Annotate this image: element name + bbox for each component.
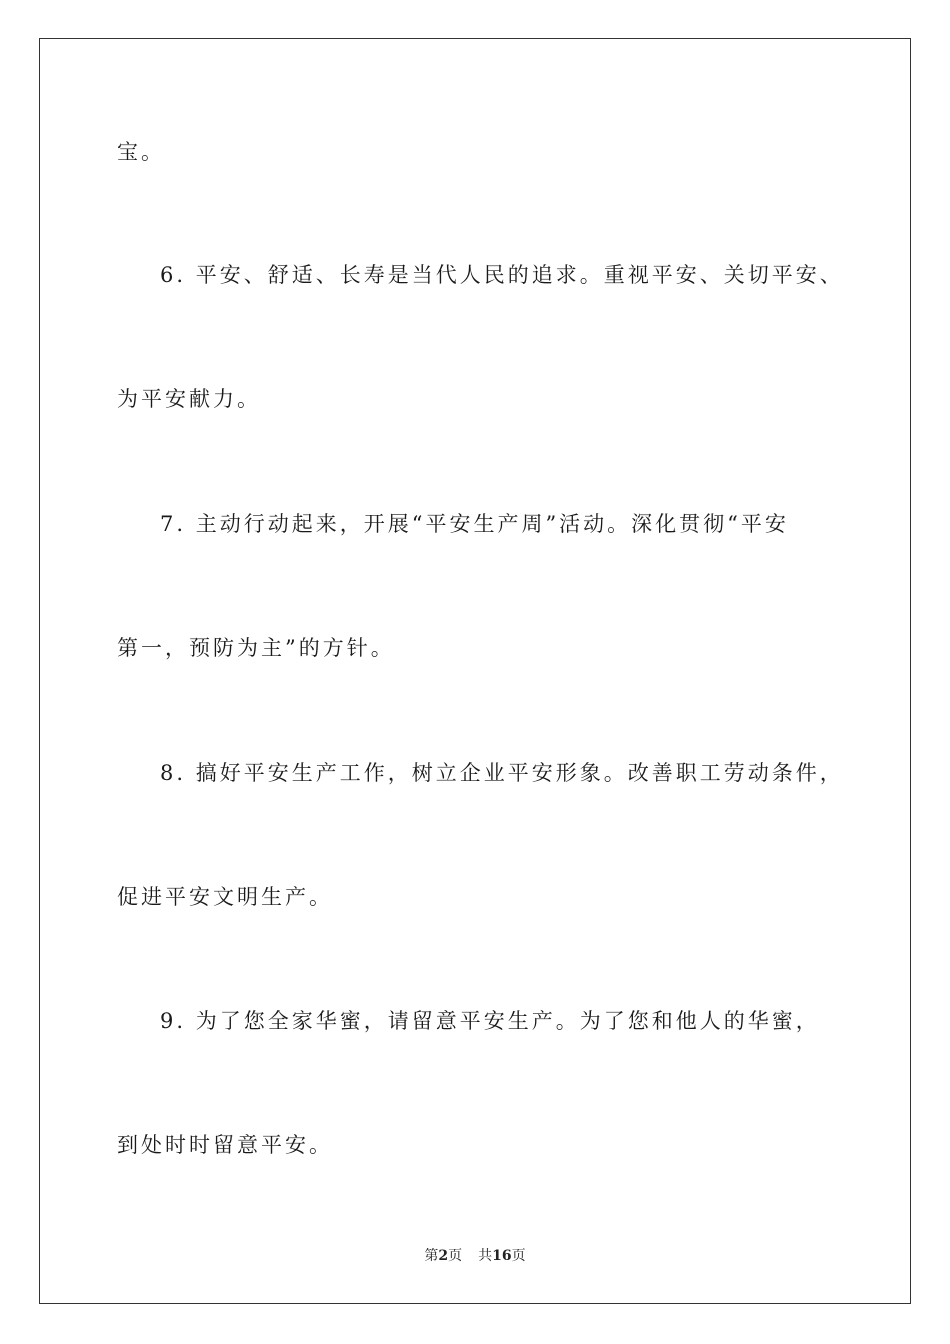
total-pages: 16 <box>492 1248 512 1264</box>
list-item-7-line-2: 第一，预防为主”的方针。 <box>117 636 395 660</box>
page-suffix: 页 <box>448 1248 463 1264</box>
list-item-7-line-1: 7. 主动行动起来，开展“平安生产周”活动。深化贯彻“平安 <box>160 512 789 536</box>
list-item-6-line-2: 为平安献力。 <box>117 387 261 411</box>
list-item-9-line-1: 9. 为了您全家华蜜，请留意平安生产。为了您和他人的华蜜， <box>160 1009 820 1033</box>
page-footer <box>0 1247 950 1265</box>
list-item-8-line-2: 促进平安文明生产。 <box>117 885 333 909</box>
page-prefix: 第 <box>424 1248 439 1264</box>
list-item-8-line-1: 8. 搞好平安生产工作，树立企业平安形象。改善职工劳动条件， <box>160 761 844 785</box>
list-item-9-line-2: 到处时时留意平安。 <box>117 1133 333 1157</box>
total-prefix: 共 <box>478 1248 493 1264</box>
total-suffix: 页 <box>511 1248 526 1264</box>
page-number: 2 <box>438 1248 449 1264</box>
list-item-6-line-1: 6. 平安、舒适、长寿是当代人民的追求。重视平安、关切平安、 <box>160 263 844 287</box>
page-border <box>39 38 911 1304</box>
paragraph-line: 宝。 <box>117 140 165 164</box>
